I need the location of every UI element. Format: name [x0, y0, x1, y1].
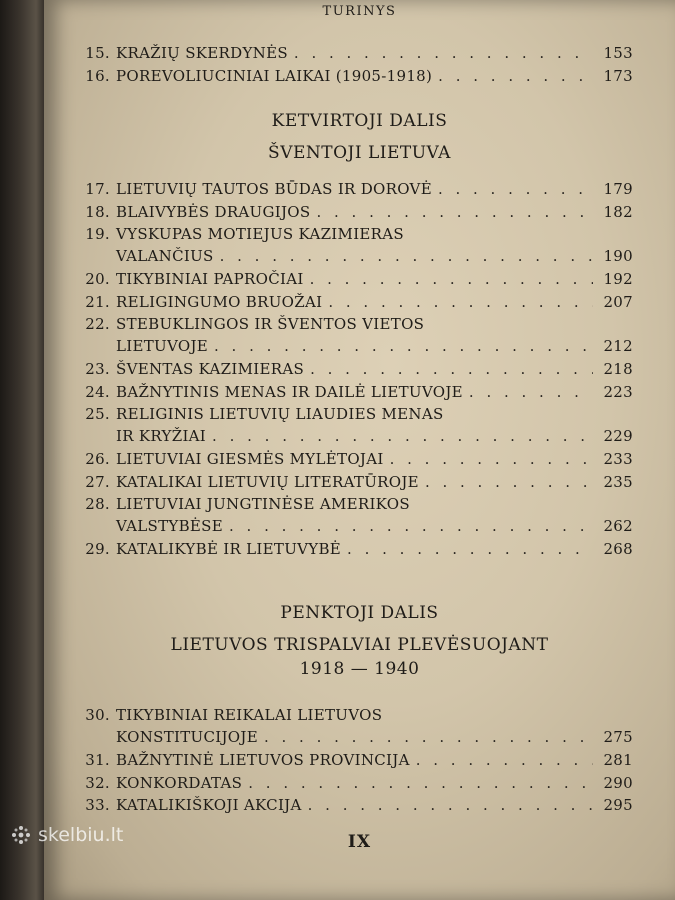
toc-entry-title: KATALIKYBĖ IR LIETUVYBĖ — [116, 540, 342, 558]
toc-entry-title: BAŽNYTINĖ LIETUVOS PROVINCIJA — [116, 751, 410, 769]
toc-entry — [44, 178, 675, 200]
toc-entry-page: 153 — [603, 44, 633, 62]
toc-entry-line — [44, 245, 675, 267]
dot-leader — [248, 772, 593, 794]
table-of-contents — [44, 0, 675, 900]
toc-entry-line — [44, 794, 675, 816]
toc-entry-line — [44, 313, 675, 335]
watermark-text: skelbiu.lt — [38, 824, 124, 846]
toc-entry-page: 182 — [603, 202, 633, 221]
toc-entry-page: 295 — [603, 796, 633, 814]
dot-leader — [316, 201, 593, 223]
dot-leader — [438, 178, 593, 200]
toc-entry-line — [44, 538, 675, 560]
toc-entry — [44, 772, 675, 794]
toc-entry-number: 15. — [85, 44, 110, 62]
toc-entry-line — [44, 178, 675, 200]
dot-leader — [328, 291, 593, 313]
toc-entry-title: RELIGINGUMO BRUOŽAI — [116, 292, 323, 311]
toc-entry-title: LIETUVOJE — [116, 337, 209, 355]
toc-entry — [44, 493, 675, 537]
toc-entry — [44, 358, 675, 380]
toc-entry-page: 229 — [603, 427, 633, 445]
toc-entry-number: 20. — [85, 270, 110, 288]
toc-entry — [44, 268, 675, 290]
toc-entry — [44, 313, 675, 357]
toc-entry-page: 207 — [603, 292, 633, 311]
toc-entry-line — [44, 471, 675, 493]
toc-entry — [44, 794, 675, 816]
dot-leader — [214, 335, 593, 357]
toc-entry-line — [44, 65, 675, 87]
dot-leader — [438, 65, 593, 87]
toc-entry-number: 19. — [85, 225, 110, 243]
dot-leader — [264, 726, 593, 748]
toc-entry-line — [44, 268, 675, 290]
toc-entry-page: 281 — [603, 751, 633, 769]
toc-entry-number: 21. — [85, 292, 110, 311]
toc-entry — [44, 471, 675, 493]
part4-heading: KETVIRTOJI DALIS — [271, 111, 448, 131]
toc-entry-title: LIETUVIAI JUNGTINĖSE AMERIKOS — [116, 495, 410, 513]
toc-entry-title: KATALIKAI LIETUVIŲ LITERATŪROJE — [116, 472, 419, 491]
toc-entry-title: RELIGINIS LIETUVIŲ LIAUDIES MENAS — [116, 405, 444, 423]
toc-entry-line — [44, 381, 675, 403]
toc-entry-title: BAŽNYTINIS MENAS IR DAILĖ LIETUVOJE — [116, 382, 463, 401]
toc-entry-page: 262 — [603, 517, 633, 535]
toc-entry-title: LIETUVIŲ TAUTOS BŪDAS IR DOROVĖ — [116, 180, 432, 198]
toc-entry-line — [44, 448, 675, 470]
toc-entry-title: KATALIKIŠKOJI AKCIJA — [116, 796, 302, 814]
toc-entry-line — [44, 403, 675, 425]
toc-entry-number: 17. — [85, 180, 110, 198]
toc-entry-number: 22. — [85, 315, 110, 333]
toc-entry-page: 233 — [603, 450, 633, 468]
toc-entry-number: 29. — [85, 540, 110, 558]
dot-leader — [416, 749, 593, 771]
toc-entry-title: VYSKUPAS MOTIEJUS KAZIMIERAS — [116, 225, 404, 243]
dot-leader — [310, 268, 593, 290]
toc-entry-line — [44, 704, 675, 726]
toc-entry-line — [44, 335, 675, 357]
toc-entry-line — [44, 772, 675, 794]
toc-entry-line — [44, 726, 675, 748]
dot-leader — [229, 515, 593, 537]
toc-entry — [44, 403, 675, 447]
toc-entry-title: BLAIVYBĖS DRAUGIJOS — [116, 202, 311, 221]
toc-entry-page: 223 — [603, 382, 633, 401]
part4-title: ŠVENTOJI LIETUVA — [268, 143, 451, 163]
toc-entry-line — [44, 358, 675, 380]
toc-entry-number: 27. — [85, 472, 110, 491]
toc-entry-number: 30. — [85, 706, 110, 724]
running-head: TURINYS — [322, 4, 397, 19]
dot-leader — [310, 358, 593, 380]
toc-entry-title: TIKYBINIAI PAPROČIAI — [116, 270, 304, 288]
toc-entry-line — [44, 291, 675, 313]
toc-entry-number: 23. — [85, 360, 110, 378]
book-page — [44, 0, 675, 900]
toc-entry-title: POREVOLIUCINIAI LAIKAI (1905-1918) — [116, 66, 433, 85]
toc-entry-title: TIKYBINIAI REIKALAI LIETUVOS — [116, 706, 383, 724]
part5-heading: PENKTOJI DALIS — [280, 603, 439, 623]
toc-entry-page: 268 — [603, 540, 633, 558]
toc-entry-line — [44, 42, 675, 64]
toc-entry-line — [44, 223, 675, 245]
part5-title: LIETUVOS TRISPALVIAI PLEVĖSUOJANT — [170, 635, 549, 655]
page-folio: IX — [347, 832, 372, 852]
toc-entry-title: ŠVENTAS KAZIMIERAS — [116, 360, 305, 378]
toc-entry-number: 33. — [85, 796, 110, 814]
toc-entry — [44, 704, 675, 748]
toc-entry — [44, 223, 675, 267]
toc-entry — [44, 291, 675, 313]
toc-entry — [44, 749, 675, 771]
toc-entry-page: 275 — [603, 728, 633, 746]
dot-leader — [308, 794, 593, 816]
toc-entry-page: 290 — [603, 773, 633, 792]
toc-entry-title: STEBUKLINGOS IR ŠVENTOS VIETOS — [116, 315, 425, 333]
toc-entry-number: 26. — [85, 450, 110, 468]
toc-entry-title: KONKORDATAS — [116, 773, 243, 792]
toc-entry-page: 179 — [603, 180, 633, 198]
toc-entry-title: LIETUVIAI GIESMĖS MYLĖTOJAI — [116, 450, 384, 468]
toc-entry-page: 173 — [603, 66, 633, 85]
dot-leader — [425, 471, 593, 493]
toc-entry-title: KRAŽIŲ SKERDYNĖS — [116, 44, 288, 62]
dot-leader — [220, 245, 593, 267]
toc-entry-number: 24. — [85, 382, 110, 401]
toc-entry-line — [44, 515, 675, 537]
toc-entry-page: 212 — [603, 337, 633, 355]
toc-entry-title: IR KRYŽIAI — [116, 427, 207, 445]
dot-leader — [212, 425, 593, 447]
dot-leader — [294, 42, 593, 64]
toc-entry-number: 16. — [85, 66, 110, 85]
toc-entry — [44, 538, 675, 560]
toc-entry-page: 218 — [603, 360, 633, 378]
watermark — [10, 824, 123, 846]
toc-entry-line — [44, 749, 675, 771]
toc-entry-page: 190 — [603, 247, 633, 265]
dot-leader — [469, 381, 593, 403]
toc-entry-line — [44, 201, 675, 223]
dot-leader — [390, 448, 593, 470]
part5-years: 1918 — 1940 — [299, 659, 420, 679]
toc-entry-number: 18. — [85, 202, 110, 221]
toc-entry-number: 25. — [85, 405, 110, 423]
toc-entry — [44, 201, 675, 223]
toc-entry-number: 31. — [85, 751, 110, 769]
toc-entry — [44, 448, 675, 470]
toc-entry-page: 192 — [603, 270, 633, 288]
toc-entry-title: KONSTITUCIJOJE — [116, 728, 258, 746]
toc-entry-number: 32. — [85, 773, 110, 792]
toc-entry-title: VALANČIUS — [116, 247, 214, 265]
toc-entry-page: 235 — [603, 472, 633, 491]
dots-logo-icon — [10, 824, 32, 846]
toc-entry — [44, 65, 675, 87]
toc-entry-title: VALSTYBĖSE — [116, 517, 223, 535]
toc-entry-line — [44, 425, 675, 447]
dot-leader — [347, 538, 593, 560]
toc-entry-number: 28. — [85, 495, 110, 513]
toc-entry — [44, 42, 675, 64]
toc-entry-line — [44, 493, 675, 515]
toc-entry — [44, 381, 675, 403]
